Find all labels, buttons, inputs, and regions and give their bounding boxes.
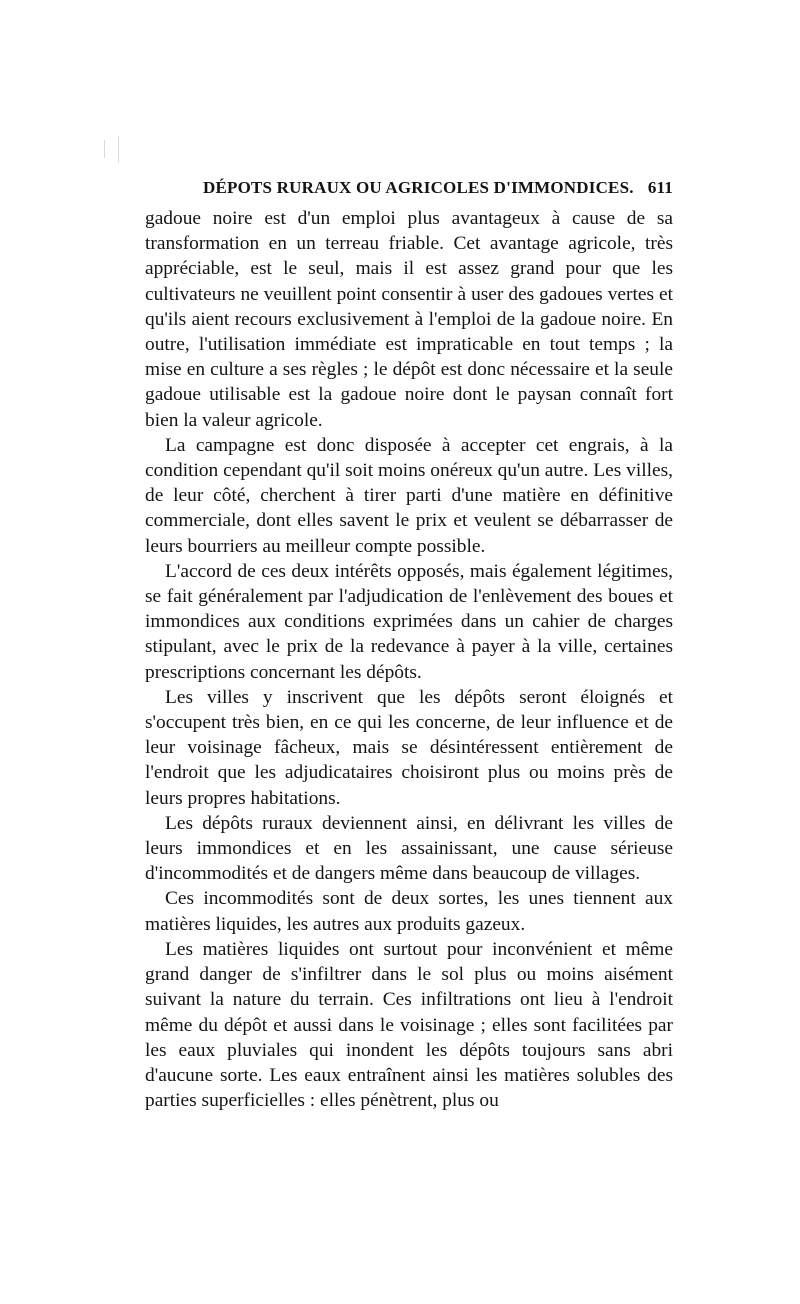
running-title: DÉPOTS RURAUX OU AGRICOLES D'IMMONDICES. — [203, 178, 634, 197]
running-header — [145, 178, 673, 206]
paragraph: La campagne est donc disposée à accepter cet engrais, à la condition cependant qu'il soit moins onéreux qu'un autre. Les villes, de leur côté, cherchent à tirer parti d'une matière en définitive commerciale, dont elles savent le prix et veulent se débarrasser de leurs bourriers au meilleur compte possible. — [145, 434, 673, 557]
paragraph: gadoue noire est d'un emploi plus avantageux à cause de sa transformation en un terreau friable. Cet avantage agricole, très appréciable, est le seul, mais il est assez grand pour que les cultivateurs ne veuillent point consentir à user des gadoues vertes et qu'ils aient recours exclusivement à l'emploi de la gadoue noire. En outre, l'utilisation immédiate est impraticable en tout temps ; la mise en culture a ses règles ; le dépôt est donc nécessaire et la seule gadoue utilisable est la gadoue noire dont le paysan connaît fort bien la valeur agricole. — [145, 208, 673, 431]
paragraph: L'accord de ces deux intérêts opposés, mais également légitimes, se fait généralement par l'adjudication de l'enlèvement des boues et immondices aux conditions exprimées dans un cahier de charges stipulant, avec le prix de la redevance à payer à la ville, certaines prescriptions concernant les dépôts. — [145, 560, 673, 683]
binding-mark — [118, 136, 119, 162]
body-text — [145, 206, 673, 1113]
paragraph: Ces incommodités sont de deux sortes, les unes tiennent aux matières liquides, les autres aux produits gazeux. — [145, 888, 673, 935]
binding-mark — [104, 140, 105, 158]
paragraph: Les villes y inscrivent que les dépôts seront éloignés et s'occupent très bien, en ce qui les concerne, de leur influence et de leur voisinage fâcheux, mais se désintéressent entièrement de l'endroit que les adjudicataires choisiront plus ou moins près de leurs propres habitations. — [145, 686, 673, 809]
paragraph: Les dépôts ruraux deviennent ainsi, en délivrant les villes de leurs immondices et en les assainissant, une cause sérieuse d'incommodités et de dangers même dans beaucoup de villages. — [145, 812, 673, 885]
page-number: 611 — [647, 178, 673, 197]
paragraph: Les matières liquides ont surtout pour inconvénient et même grand danger de s'infiltrer dans le sol plus ou moins aisément suivant la nature du terrain. Ces infiltrations ont lieu à l'endroit même du dépôt et aussi dans le voisinage ; elles sont facilitées par les eaux pluviales qui inondent les dépôts toujours sans abri d'aucune sorte. Les eaux entraînent ainsi les matières solubles des parties superficielles : elles pénètrent, plus ou — [145, 938, 673, 1112]
